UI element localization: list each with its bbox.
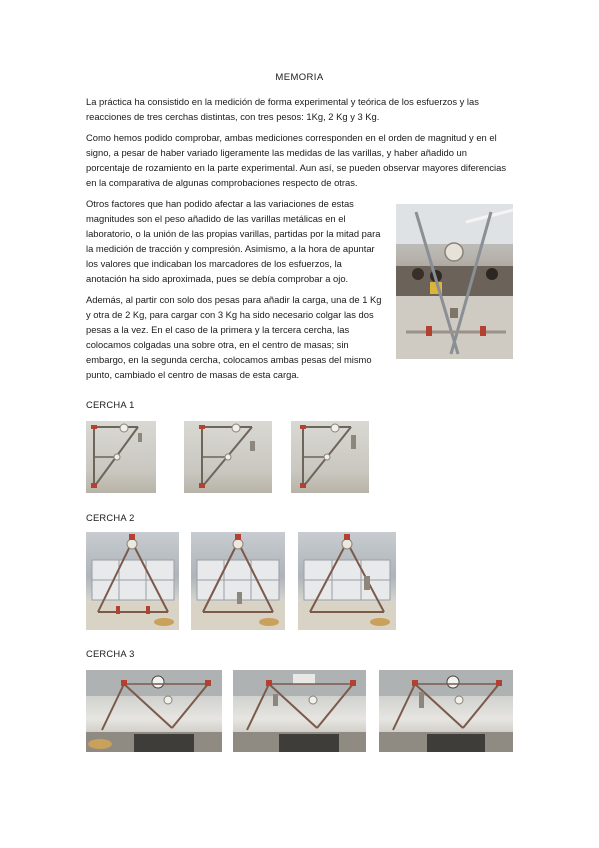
cercha-1-photo-2 — [184, 421, 272, 493]
section-cercha-1: CERCHA 1 — [86, 399, 135, 410]
cercha-2-photo-1 — [86, 532, 179, 630]
cercha-1-photo-3 — [291, 421, 369, 493]
lab-photo — [396, 204, 513, 359]
cercha-3-photo-2 — [233, 670, 366, 752]
section-cercha-2: CERCHA 2 — [86, 512, 135, 523]
section-cercha-3: CERCHA 3 — [86, 648, 135, 659]
document-title: MEMORIA — [275, 72, 324, 83]
cercha-1-photo-1 — [86, 421, 156, 493]
paragraph-2: Como hemos podido comprobar, ambas mediciones corresponden en el orden de magnitud y en el signo, a pesar de haber variado ligeramente las medidas de las varillas, y haber añadido un porcentaje de rozamiento en la parte experimental. Aun así, se pueden observar mayores diferencias en la comparativa de algunas comprobaciones respecto de otras. — [86, 132, 507, 188]
cercha-2-photo-2 — [191, 532, 285, 630]
paragraph-1: La práctica ha consistido en la medición de forma experimental y teórica de los esfuerzos y las reacciones de tres cerchas distintas, con tres pesos: 1Kg, 2 Kg y 3 Kg. — [86, 96, 479, 122]
lab-photo-drawing — [396, 204, 513, 359]
cercha-3-photo-3 — [379, 670, 513, 752]
cercha-2-photo-3 — [298, 532, 396, 630]
cercha-3-photo-1 — [86, 670, 222, 752]
paragraph-4: Además, al partir con solo dos pesas para añadir la carga, una de 1 Kg y otra de 2 Kg, para cargar con 3 Kg ha sido necesario colgar las dos pesas a la vez. En el caso de la primera y la tercera cercha, las colocamos colgadas una sobre otra, en el centro de masas; sin embargo, en la segunda cercha, colocamos ambas pesas del mismo punto, cambiado el centro de masas de esta carga. — [86, 294, 382, 380]
paragraph-3: Otros factores que han podido afectar a las variaciones de estas magnitudes son el peso añadido de las varillas metálicas en el laboratorio, o la unión de las propias varillas, partidas por la mitad para la medición de tracción y compresión. Asimismo, a la hora de apuntar los valores que indicaban los marcadores de los esfuerzos, la anotación ha sido aproximada, pues se debía comprobar a ojo. — [86, 198, 381, 284]
